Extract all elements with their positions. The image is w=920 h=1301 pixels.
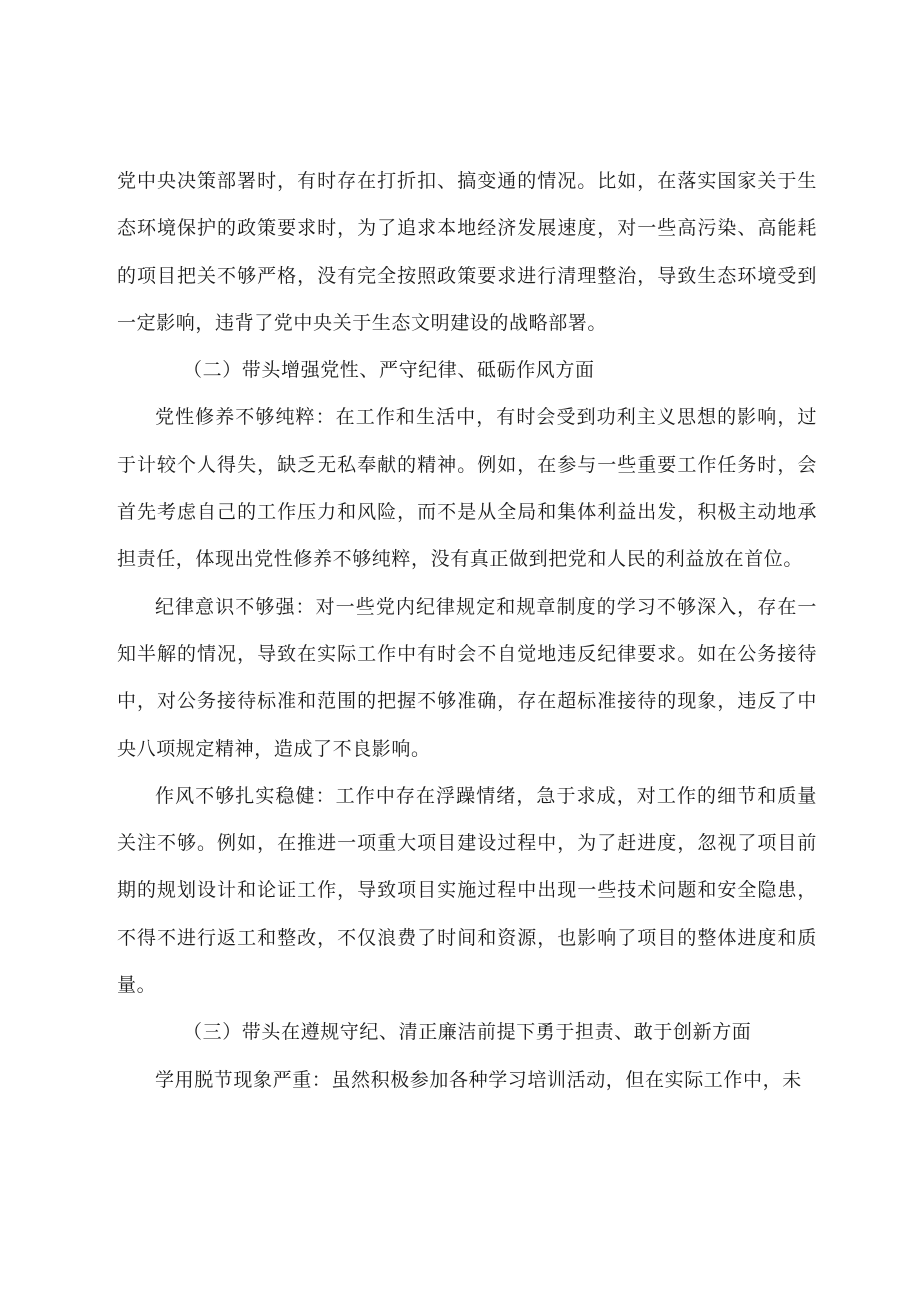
section-heading-2: （二）带头增强党性、严守纪律、砥砺作风方面 <box>183 359 595 382</box>
paragraph-work-style: 作风不够扎实稳健：工作中存在浮躁情绪，急于求成，对工作的细节和质量关注不够。例如，在推进一项重大项目建设过程中，为了赶进度，忽视了项目前期的规划设计和论证工作，导致项目实施过程中出现一些技术问题和安全隐患，不得不进行返工和整改，不仅浪费了时间和资源，也影响了项目的整体进度和质量。 <box>117 784 817 997</box>
paragraph-discipline: 纪律意识不够强：对一些党内纪律规定和规章制度的学习不够深入，存在一知半解的情况，导致在实际工作中有时会不自觉地违反纪律要求。如在公务接待中，对公务接待标准和范围的把握不够准确，存在超标准接待的现象，违反了中央八项规定精神，造成了不良影响。 <box>117 595 817 760</box>
section-heading-3: （三）带头在遵规守纪、清正廉洁前提下勇于担责、敢于创新方面 <box>183 1021 752 1044</box>
paragraph-study-practice: 学用脱节现象严重：虽然积极参加各种学习培训活动，但在实际工作中，未 <box>155 1068 802 1091</box>
paragraph-continuation: 党中央决策部署时，有时存在打折扣、搞变通的情况。比如，在落实国家关于生态环境保护的政策要求时，为了追求本地经济发展速度，对一些高污染、高能耗的项目把关不够严格，没有完全按照政策要求进行清理整治，导致生态环境受到一定影响，违背了党中央关于生态文明建设的战略部署。 <box>117 170 817 334</box>
paragraph-party-spirit: 党性修养不够纯粹：在工作和生活中，有时会受到功利主义思想的影响，过于计较个人得失，缺乏无私奉献的精神。例如，在参与一些重要工作任务时，会首先考虑自己的工作压力和风险，而不是从全局和集体利益出发，积极主动地承担责任，体现出党性修养不够纯粹，没有真正做到把党和人民的利益放在首位。 <box>117 406 817 571</box>
document-body <box>117 158 817 1104</box>
